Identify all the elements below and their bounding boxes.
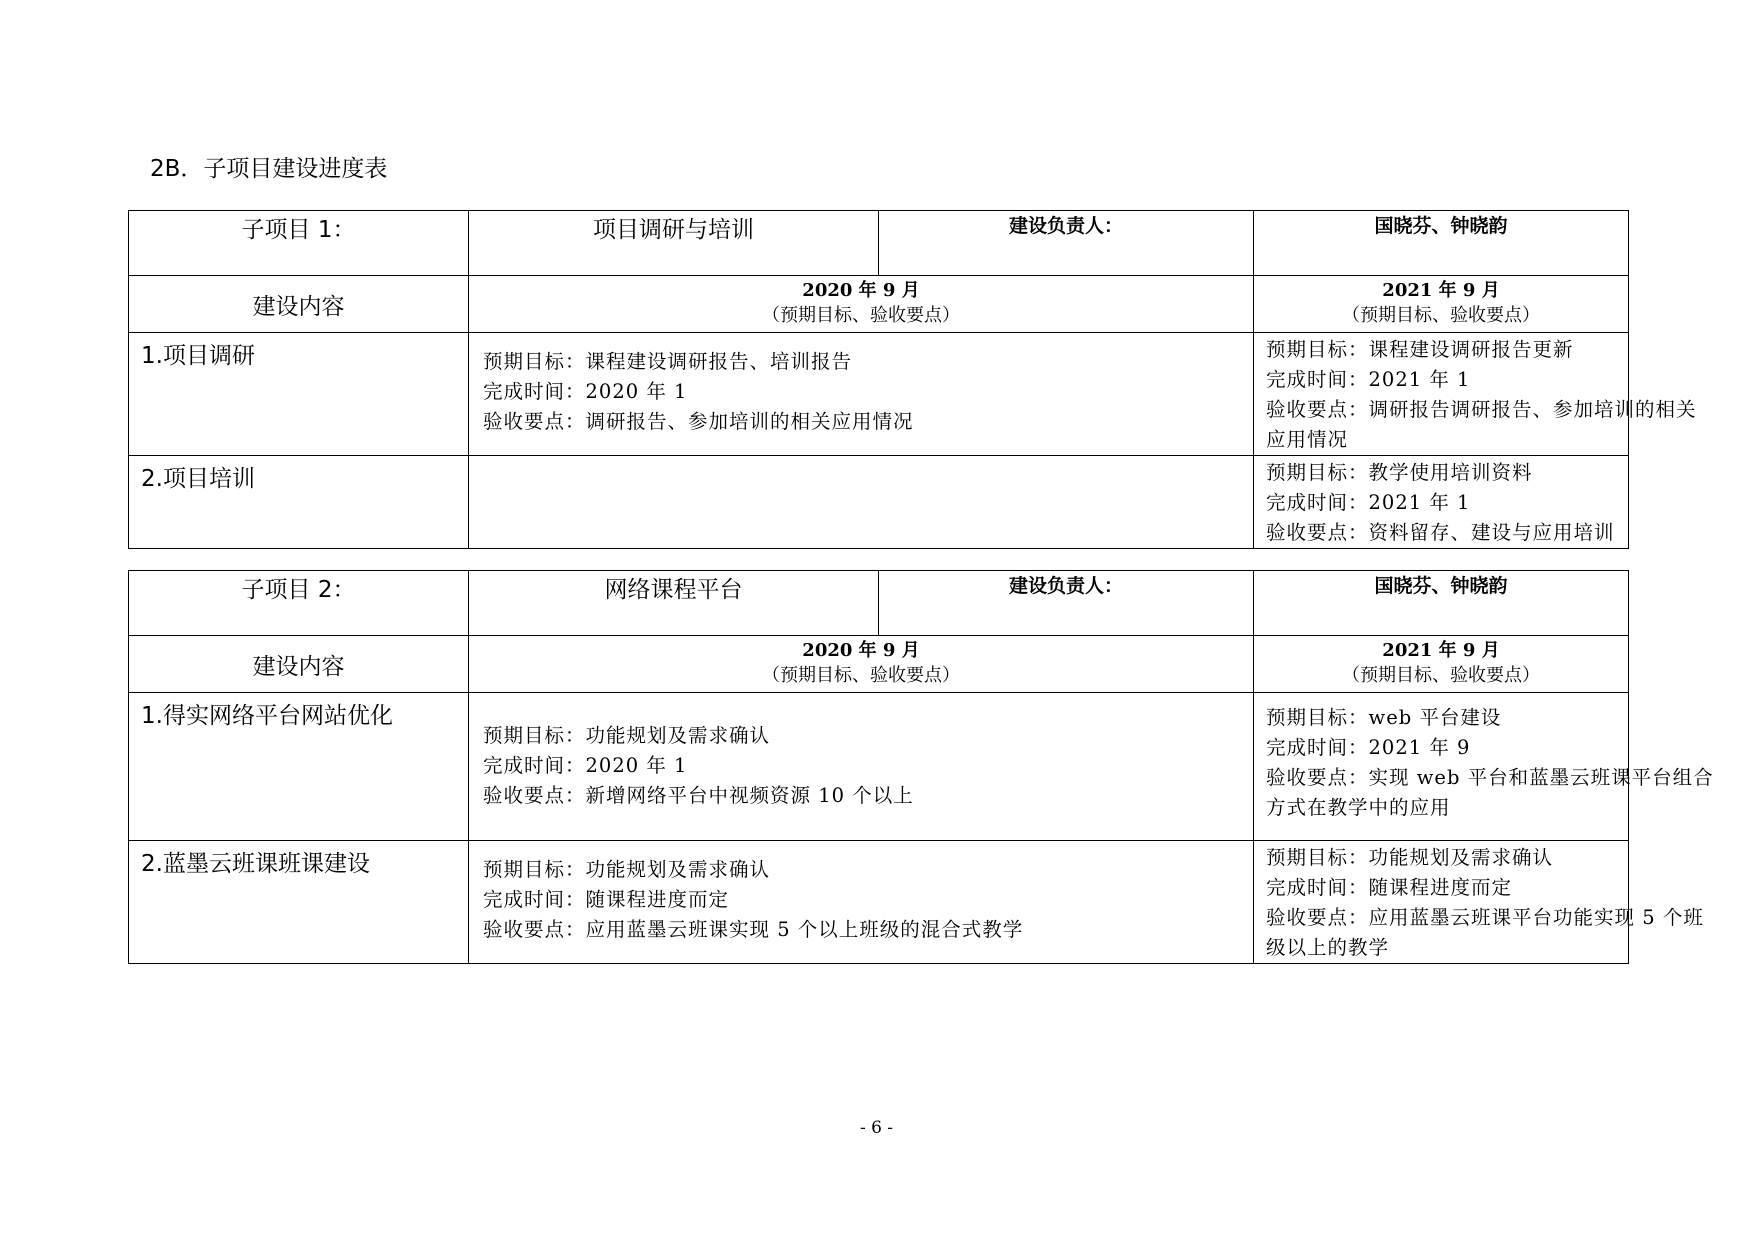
subproject-header-row bbox=[129, 211, 1629, 276]
time-line: 完成时间：随课程进度而定 bbox=[483, 888, 730, 911]
subproject-name: 项目调研与培训 bbox=[469, 211, 879, 276]
goal-line: 预期目标：课程建设调研报告更新 bbox=[1266, 338, 1574, 361]
table-row bbox=[129, 456, 1629, 549]
acceptance-line: 验收要点：调研报告、参加培训的相关应用情况 bbox=[483, 410, 914, 433]
goal-line: 预期目标：web 平台建设 bbox=[1266, 706, 1502, 729]
subproject-table-1 bbox=[128, 210, 1697, 549]
period-header-row bbox=[129, 636, 1629, 693]
subproject-header-row bbox=[129, 571, 1629, 636]
item-name: 1.项目调研 bbox=[129, 333, 469, 456]
period-2-header bbox=[1254, 636, 1629, 693]
period-1-detail bbox=[469, 841, 1254, 964]
goal-line: 预期目标：课程建设调研报告、培训报告 bbox=[483, 350, 853, 373]
period-2-detail bbox=[1254, 333, 1697, 456]
period-2-header bbox=[1254, 276, 1629, 333]
acceptance-line-cont: 级以上的教学 bbox=[1266, 936, 1390, 959]
acceptance-line: 验收要点：资料留存、建设与应用培训 bbox=[1266, 521, 1615, 544]
time-line: 完成时间：2020 年 1 bbox=[483, 754, 688, 777]
time-line: 完成时间：2021 年 9 bbox=[1266, 736, 1471, 759]
acceptance-line: 验收要点：新增网络平台中视频资源 10 个以上 bbox=[483, 784, 914, 807]
table-row bbox=[129, 333, 1629, 456]
subproject-name: 网络课程平台 bbox=[469, 571, 879, 636]
subproject-label: 子项目 1： bbox=[129, 211, 469, 276]
item-name: 2.项目培训 bbox=[129, 456, 469, 549]
acceptance-line: 验收要点：应用蓝墨云班课实现 5 个以上班级的混合式教学 bbox=[483, 918, 1024, 941]
time-line: 完成时间：2021 年 1 bbox=[1266, 368, 1471, 391]
period-2-year: 2021 年 9 月 bbox=[1382, 280, 1500, 301]
goal-line: 预期目标：功能规划及需求确认 bbox=[483, 858, 771, 881]
acceptance-line-cont: 应用情况 bbox=[1266, 428, 1349, 451]
period-2-subtitle: （预期目标、验收要点） bbox=[1342, 665, 1541, 686]
period-1-header bbox=[469, 276, 1254, 333]
time-line: 完成时间：2020 年 1 bbox=[483, 380, 688, 403]
period-2-year: 2021 年 9 月 bbox=[1382, 640, 1500, 661]
acceptance-line: 验收要点：应用蓝墨云班课平台功能实现 5 个班 bbox=[1266, 906, 1704, 929]
period-1-detail bbox=[469, 333, 1254, 456]
goal-line: 预期目标：功能规划及需求确认 bbox=[1266, 846, 1554, 869]
section-title: 2B．子项目建设进度表 bbox=[150, 156, 388, 182]
period-2-subtitle: （预期目标、验收要点） bbox=[1342, 305, 1541, 326]
acceptance-line: 验收要点：调研报告调研报告、参加培训的相关 bbox=[1266, 398, 1697, 421]
subproject-table-2 bbox=[128, 570, 1714, 964]
owner-label: 建设负责人： bbox=[879, 211, 1254, 276]
period-1-header bbox=[469, 636, 1254, 693]
item-name: 2.蓝墨云班课班课建设 bbox=[129, 841, 469, 964]
table-row bbox=[129, 693, 1629, 841]
time-line: 完成时间：随课程进度而定 bbox=[1266, 876, 1513, 899]
period-2-detail bbox=[1254, 841, 1704, 964]
period-2-detail bbox=[1254, 456, 1629, 549]
table-row bbox=[129, 841, 1629, 964]
acceptance-line-cont: 方式在教学中的应用 bbox=[1266, 796, 1451, 819]
goal-line: 预期目标：功能规划及需求确认 bbox=[483, 724, 771, 747]
page-number: - 6 - bbox=[859, 1118, 894, 1138]
owner-names: 国晓芬、钟晓韵 bbox=[1254, 211, 1629, 276]
acceptance-line: 验收要点：实现 web 平台和蓝墨云班课平台组合 bbox=[1266, 766, 1714, 789]
period-1-year: 2020 年 9 月 bbox=[802, 640, 920, 661]
period-1-year: 2020 年 9 月 bbox=[802, 280, 920, 301]
period-1-subtitle: （预期目标、验收要点） bbox=[762, 305, 960, 326]
subproject-label: 子项目 2： bbox=[129, 571, 469, 636]
period-header-row bbox=[129, 276, 1629, 333]
period-1-detail bbox=[469, 456, 1254, 549]
goal-line: 预期目标：教学使用培训资料 bbox=[1266, 461, 1533, 484]
period-2-detail bbox=[1254, 693, 1714, 841]
owner-label: 建设负责人： bbox=[879, 571, 1254, 636]
item-name: 1.得实网络平台网站优化 bbox=[129, 693, 469, 841]
time-line: 完成时间：2021 年 1 bbox=[1266, 491, 1471, 514]
period-1-detail bbox=[469, 693, 1254, 841]
content-label: 建设内容 bbox=[129, 636, 469, 693]
content-label: 建设内容 bbox=[129, 276, 469, 333]
period-1-subtitle: （预期目标、验收要点） bbox=[762, 665, 960, 686]
owner-names: 国晓芬、钟晓韵 bbox=[1254, 571, 1629, 636]
